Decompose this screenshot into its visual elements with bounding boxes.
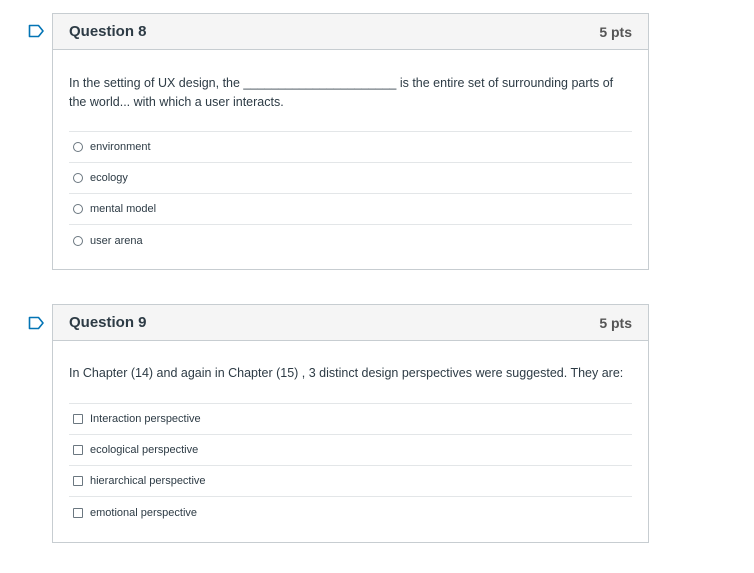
answer-label: environment xyxy=(90,141,151,153)
answer-list xyxy=(69,403,632,528)
checkbox[interactable] xyxy=(73,445,83,455)
radio-button[interactable] xyxy=(73,236,83,246)
radio-button[interactable] xyxy=(73,204,83,214)
flag-question-icon[interactable] xyxy=(28,316,45,330)
question-header xyxy=(53,305,648,341)
question-text: In the setting of UX design, the ______________________ is the entire set of surrounding parts of the world... with which a user interacts. xyxy=(69,76,614,109)
answer-option[interactable] xyxy=(69,132,632,163)
flag-question-icon[interactable] xyxy=(28,24,45,38)
answer-option[interactable] xyxy=(69,225,632,256)
answer-option[interactable] xyxy=(69,404,632,435)
question-text: In Chapter (14) and again in Chapter (15) , 3 distinct design perspectives were suggested. They are: xyxy=(69,366,624,380)
question-points: 5 pts xyxy=(599,23,632,40)
answer-option[interactable] xyxy=(69,466,632,497)
answer-label: emotional perspective xyxy=(90,506,198,519)
answer-option[interactable] xyxy=(69,435,632,466)
answer-label: Interaction perspective xyxy=(90,413,201,425)
answer-option[interactable] xyxy=(69,497,632,528)
radio-button[interactable] xyxy=(73,173,83,183)
answer-label: ecological perspective xyxy=(90,444,199,456)
checkbox[interactable] xyxy=(73,414,83,424)
question-points: 5 pts xyxy=(599,314,632,331)
answer-list xyxy=(69,131,632,256)
answer-option[interactable] xyxy=(69,163,632,194)
question-title: Question 8 xyxy=(69,23,147,40)
question-title: Question 9 xyxy=(69,314,147,331)
answer-label: user arena xyxy=(90,234,143,247)
answer-label: hierarchical perspective xyxy=(90,475,206,487)
answer-label: ecology xyxy=(90,172,128,184)
answer-label: mental model xyxy=(90,203,157,215)
question-9 xyxy=(52,304,649,543)
radio-button[interactable] xyxy=(73,142,83,152)
question-header xyxy=(53,14,648,50)
checkbox[interactable] xyxy=(73,476,83,486)
answer-option[interactable] xyxy=(69,194,632,225)
checkbox[interactable] xyxy=(73,508,83,518)
question-8 xyxy=(52,13,649,270)
